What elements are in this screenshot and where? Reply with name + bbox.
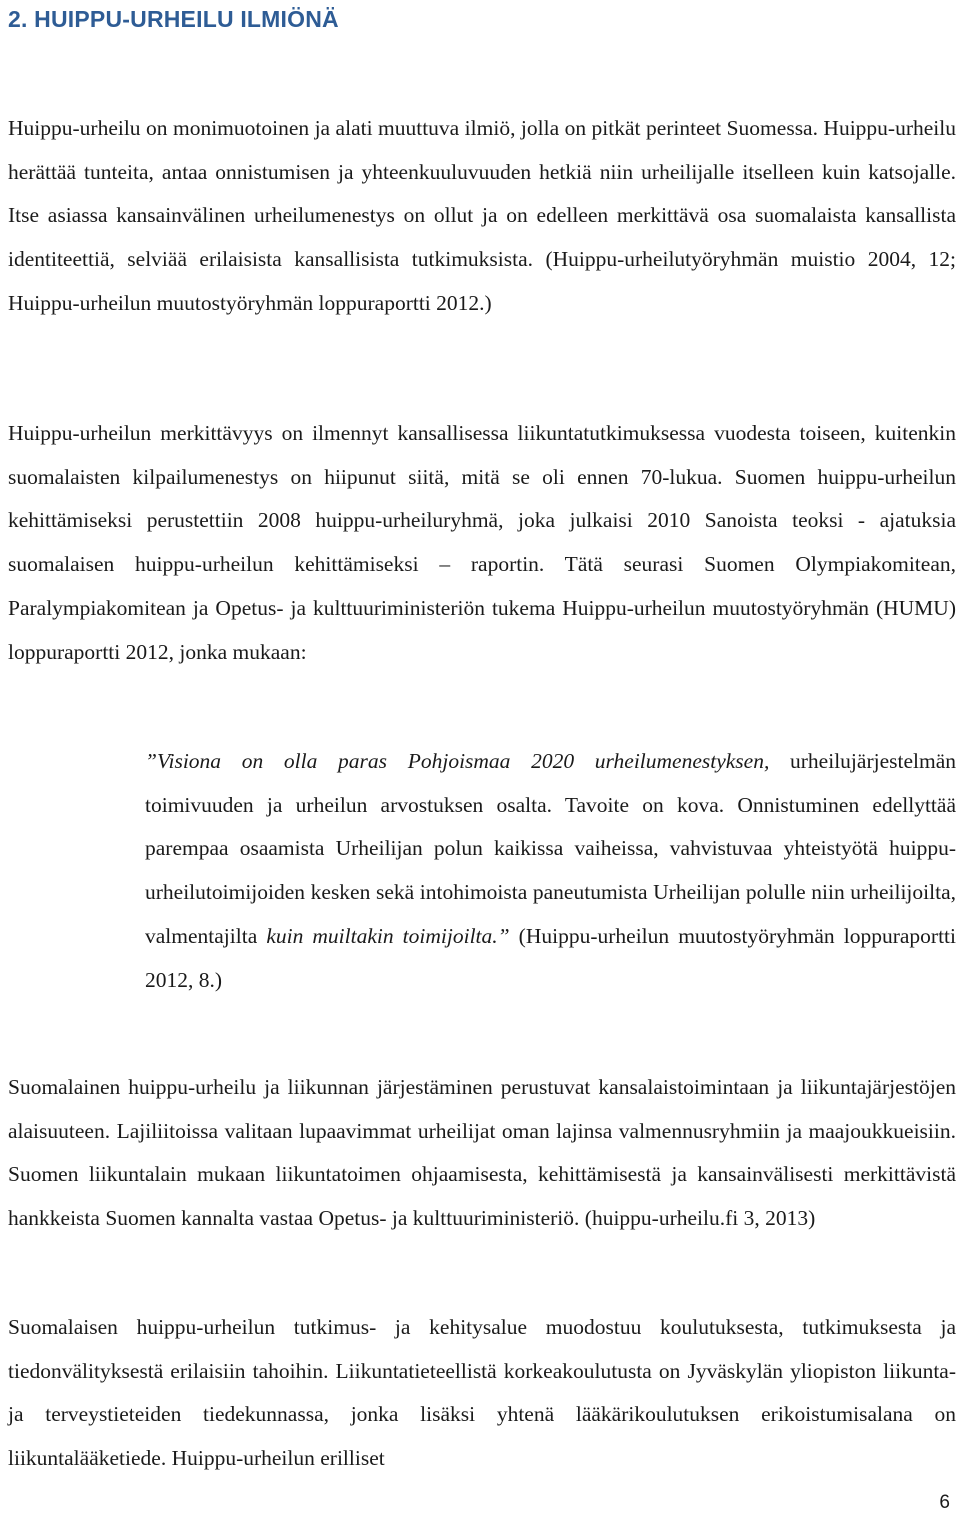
paragraph-intro: Huippu-urheilu on monimuotoinen ja alati muuttuva ilmiö, jolla on pitkät perinteet Suomessa. Huippu-urheilu herättää tunteita, antaa onnistumisen ja yhteenkuuluvuuden hetkiä niin urheilijalle itselleen kuin katsojalle. Itse asiassa kansainvälinen urheilumenestys on ollut ja on edelleen merkittävä osa suomalaista kansallista identiteettiä, selviää erilaisista kansallisista tutkimuksista. (Huippu-urheilutyöryhmän muistio 2004, 12; Huippu-urheilun muutostyöryhmän loppuraportti 2012.): [8, 116, 956, 315]
paragraph-research: Suomalaisen huippu-urheilun tutkimus- ja kehitysalue muodostuu koulutuksesta, tutkimuksesta ja tiedonvälityksestä erilaisiin tahoihin. Liikuntatieteellistä korkeakoulutusta on Jyväskylän yliopiston liikunta- ja terveystieteiden tiedekunnassa, jonka lisäksi yhtenä lääkärikoulutuksen erikoistumisalana on liikuntalääketiede. Huippu-urheilun erilliset: [8, 1315, 956, 1471]
paragraph-organization: Suomalainen huippu-urheilu ja liikunnan järjestäminen perustuvat kansalaistoimintaan ja liikuntajärjestöjen alaisuuteen. Lajiliitoissa valitaan lupaavimmat urheilijat oman lajinsa valmennusryhmiin ja maajoukkueisiin. Suomen liikuntalain mukaan liikuntatoimen ohjaamisesta, kehittämisestä ja kansainvälisesti merkittävistä hankkeista Suomen kannalta vastaa Opetus- ja kulttuuriministeriö. (huippu-urheilu.fi 3, 2013): [8, 1075, 956, 1231]
page-number: 6: [939, 1492, 950, 1513]
quote-italic-start: ”Visiona on olla paras Pohjoismaa 2020 urheilumenestyksen,: [145, 749, 770, 773]
quote-body: urheilujärjestelmän toimivuuden ja urheilun arvostuksen osalta. Tavoite on kova. Onnistuminen edellyttää parempaa osaamista Urheilijan polun kaikissa vaiheissa, vahvistuvaa yhteistyötä huippu-urheilutoimijoiden kesken sekä intohimoista paneutumista Urheilijan polulle niin urheilijoilta, valmentajilta: [145, 749, 956, 948]
block-quote: [145, 740, 956, 1002]
section-heading: 2. HUIPPU-URHEILU ILMIÖNÄ: [8, 6, 339, 32]
quote-citation: (Huippu-urheilun muutostyöryhmän loppuraportti 2012, 8.): [145, 923, 956, 992]
quote-italic-end: kuin muiltakin toimijoilta.”: [266, 923, 510, 948]
paragraph-significance: Huippu-urheilun merkittävyys on ilmennyt kansallisessa liikuntatutkimuksessa vuodesta toiseen, kuitenkin suomalaisten kilpailumenestys on hiipunut siitä, mitä se oli ennen 70-lukua. Suomen huippu-urheilun kehittämiseksi perustettiin 2008 huippu-urheiluryhmä, joka julkaisi 2010 Sanoista teoksi - ajatuksia suomalaisen huippu-urheilun kehittämiseksi – raportin. Tätä seurasi Suomen Olympiakomitean, Paralympiakomitean ja Opetus- ja kulttuuriministeriön tukema Huippu-urheilun muutostyöryhmän (HUMU) loppuraportti 2012, jonka mukaan:: [8, 421, 956, 664]
